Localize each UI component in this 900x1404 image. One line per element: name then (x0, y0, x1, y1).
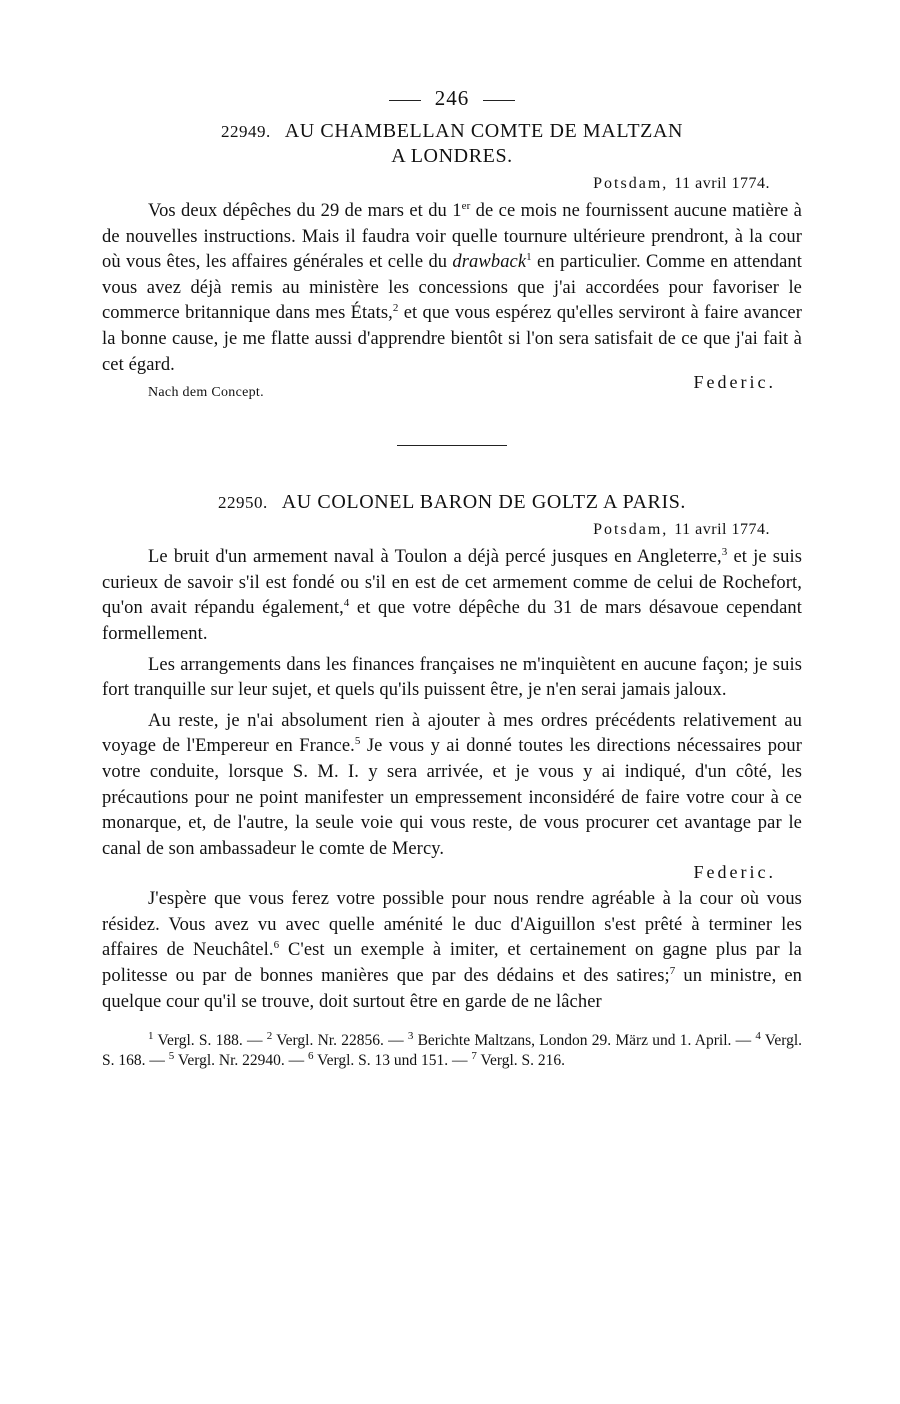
footnote-number: 1 (148, 1030, 154, 1043)
text-run: et je suis curieux de savoir s'il est fondé ou s'il en est de cet armement comme de celui de Rochefort, qu'on avait répandu également, (102, 547, 803, 619)
place: Potsdam, (593, 521, 669, 539)
footnote-text: Vergl. Nr. 22856. — (272, 1032, 408, 1050)
footnotes (102, 1031, 802, 1071)
footnote-text: Vergl. S. 168. — (102, 1032, 803, 1070)
text-run: en particulier. Comme en attendant vous avez déjà remis au ministère les concessions que j'ai accordées pour favoriser le commerce britannique dans mes États, (102, 252, 802, 324)
signature: Federic. (693, 862, 776, 883)
paragraph (102, 887, 802, 1015)
footnote-number: 3 (407, 1030, 414, 1043)
text-run: un ministre, en quelque cour qu'il se trouve, doit surtout être en garde de ne lâcher (102, 966, 802, 1012)
letter-22949 (102, 119, 802, 401)
paragraph: Les arrangements dans les finances françaises ne m'inquiètent en aucune façon; je suis fort tranquille sur leur sujet, et quels qu'ils puissent être, je n'en serai jamais jaloux. (102, 654, 802, 701)
document-page (102, 86, 802, 1071)
footnote-number: 4 (755, 1030, 761, 1043)
italic-term: drawback (452, 252, 527, 273)
text-run: Le bruit d'un armement naval à Toulon a déjà percé jusques en Angleterre, (148, 547, 722, 568)
footnote-number: 5 (168, 1050, 175, 1063)
text-run: et que vous espérez qu'elles serviront à faire avancer la bonne cause, je me flatte aussi d'apprendre bientôt si l'on sera satisfait de ce que j'ai fait à cet égard. (102, 303, 802, 375)
footnote-ref: 7 (669, 964, 676, 977)
page-header (102, 86, 802, 111)
footnote-text: Berichte Maltzans, London 29. März und 1. April. — (413, 1032, 756, 1050)
footnote-ref: 4 (343, 597, 350, 610)
letter-heading (102, 490, 802, 515)
text-run: Je vous y ai donné toutes les directions nécessaires pour votre conduite, lorsque S. M. I. y sera arrivée, et je vous y ai indiqué, d'un côté, les précautions pour ne point manifester un empressement inconsidéré de faire votre cour à ce monarque, et, de l'autre, la seule voie qui vous reste, de vous procurer cet avantage par le canal de son ambassadeur le comte de Mercy. (102, 736, 803, 859)
text-run: Vos deux dépêches du 29 de mars et du 1 (148, 201, 462, 221)
header-dash-left (389, 100, 421, 101)
heading-line-2: A LONDRES. (391, 145, 513, 167)
footnote-text: Vergl. S. 216. (476, 1052, 566, 1070)
section-divider (397, 445, 507, 446)
place-date (102, 175, 802, 193)
footnote-ref: 2 (392, 302, 399, 315)
footnote-number: 2 (266, 1030, 273, 1043)
footnote-text: Vergl. Nr. 22940. — (174, 1052, 309, 1070)
footnote-number: 7 (471, 1050, 477, 1063)
letter-heading (102, 119, 802, 169)
paragraph (102, 545, 802, 647)
date: 11 avril 1774. (674, 521, 770, 539)
text-run: de ce mois ne fournissent aucune matière à de nouvelles instructions. Mais il faudra voir quelle tournure ultérieure prendront, à la cour où vous êtes, les affaires générales et celle du (102, 201, 802, 273)
footnote-ref: 5 (354, 735, 361, 748)
footnote-ref: 3 (721, 546, 728, 558)
text-run: et que votre dépêche du 31 de mars désavoue cependant formellement. (102, 598, 802, 644)
footnote-ref: 1 (526, 251, 532, 264)
text-run: C'est un exemple à imiter, et certainement on gagne plus par la politesse ou par de bonnes manières que par des dédains et des satires; (102, 940, 802, 987)
place-date (102, 521, 802, 539)
place: Potsdam, (593, 175, 669, 192)
footnote-ref: 6 (273, 939, 280, 952)
header-dash-right (483, 100, 515, 101)
footnote-text: Vergl. S. 13 und 151. — (313, 1052, 472, 1070)
footnote-number: 6 (308, 1050, 314, 1063)
footnote-text: Vergl. S. 188. — (153, 1032, 267, 1050)
source-note: Nach dem Concept. (148, 385, 264, 401)
letter-number: 22949. (220, 122, 271, 141)
paragraph (102, 709, 802, 863)
heading-line-1: AU CHAMBELLAN COMTE DE MALTZAN (284, 120, 684, 142)
page-number: 246 (434, 86, 470, 110)
text-run: Au reste, je n'ai absolument rien à ajouter à mes ordres précédents relativement au voyage de l'Empereur en France. (102, 710, 802, 757)
letter-22950 (102, 490, 802, 1015)
paragraph (102, 199, 802, 378)
letter-number: 22950. (217, 493, 268, 513)
heading-line-1: AU COLONEL BARON DE GOLTZ A PARIS. (281, 491, 687, 514)
signature: Federic. (693, 372, 776, 393)
date: 11 avril 1774. (674, 175, 770, 192)
text-run: J'espère que vous ferez votre possible pour nous rendre agréable à la cour où vous résidez. Vous avez vu avec quelle aménité le duc d'Aiguillon s'est prêté à terminer les affaires de Neuchâtel. (102, 889, 802, 961)
superscript: er (461, 199, 471, 212)
